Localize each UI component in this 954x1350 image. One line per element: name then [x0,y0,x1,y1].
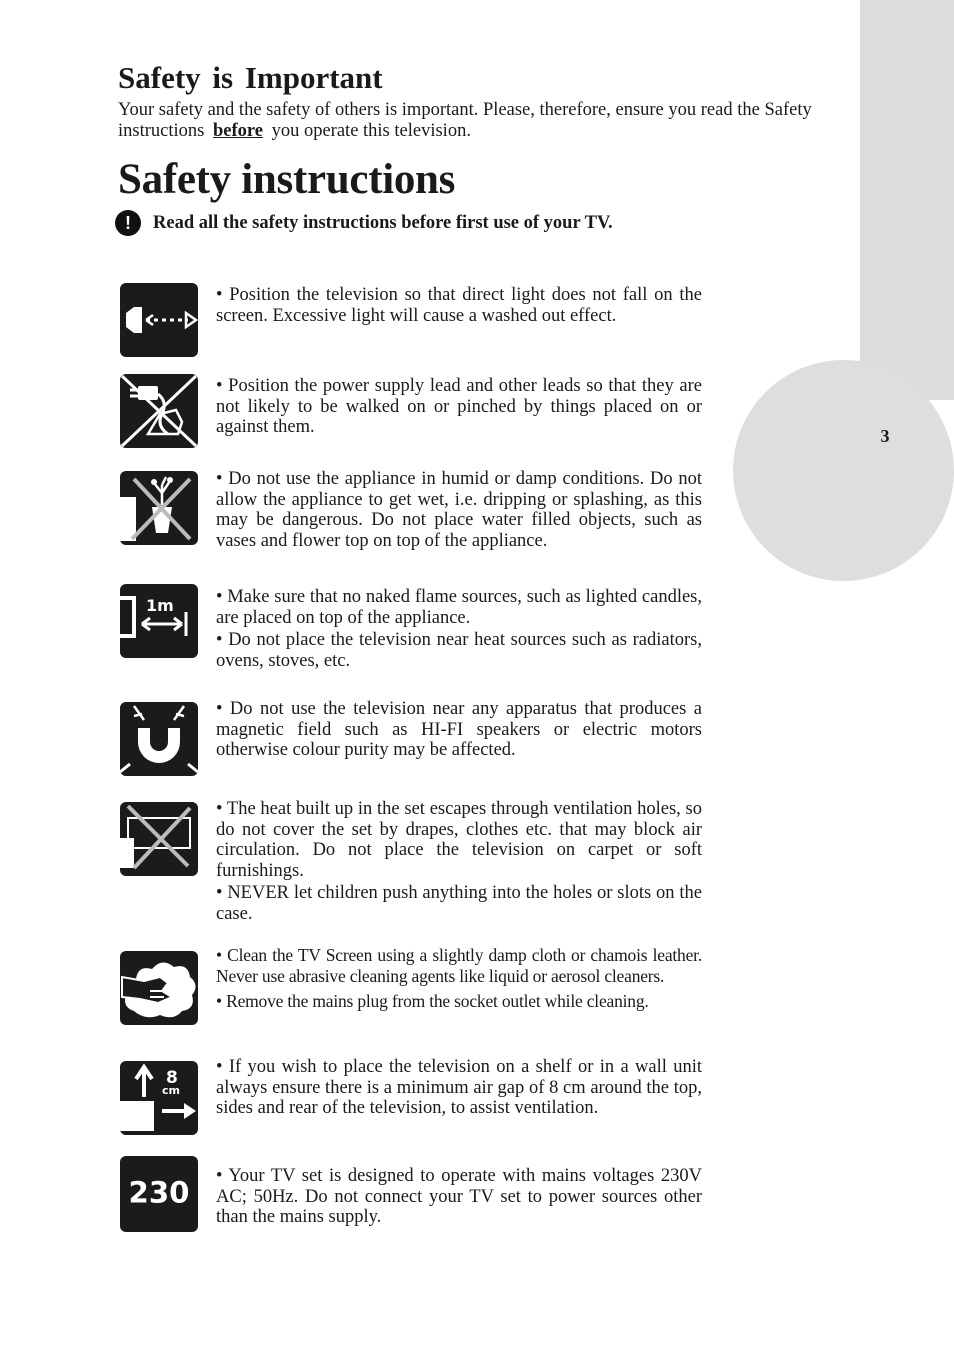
item-paragraph: • Do not place the television near heat sources such as radiators, ovens, stoves, etc. [216,630,702,671]
intro-text [118,100,818,142]
item-paragraph: • Remove the mains plug from the socket outlet while cleaning. [216,991,649,1012]
mains-230-icon [120,1156,198,1232]
intro-part1: Your safety and the safety of others is important. Please, therefore, ensure you read the Safety instructions [118,100,812,141]
no-vase-icon [120,471,198,545]
magnet-icon [120,702,198,776]
no-cover-icon [120,802,198,876]
item-text [216,587,702,671]
item-paragraph: • Do not use the television near any apparatus that produces a magnetic field such as HI-FI speakers or electric motors otherwise colour purity may be affected. [216,699,702,761]
page-title: Safety is Important [118,60,383,95]
item-paragraph: • The heat built up in the set escapes through ventilation holes, so do not cover the set by drapes, clothes etc. that may block air circulation. Do not place the television on carpet or soft furnishings. [216,799,702,881]
item-text [216,1166,702,1228]
page-number-circle [733,360,954,581]
icon-label: 1m [146,596,174,615]
item-paragraph: • Make sure that no naked flame sources, such as lighted candles, are placed on top of the appliance. [216,587,702,628]
icon-label: 8 [166,1068,178,1088]
item-text [216,799,702,925]
item-text [216,1057,702,1119]
icon-label: 230 [128,1175,190,1210]
item-paragraph: • Your TV set is designed to operate with mains voltages 230V AC; 50Hz. Do not connect your TV set to power sources other than the mains supply. [216,1166,702,1228]
item-paragraph: • NEVER let children push anything into the holes or slots on the case. [216,883,702,924]
item-paragraph: • Do not use the appliance in humid or damp conditions. Do not allow the appliance to get wet, i.e. dripping or splashing, as this may be dangerous. Do not place water filled objects, such as vases and flower top on top of the appliance. [216,469,702,551]
intro-part2: you operate this television. [271,121,471,141]
section-title: Safety instructions [118,156,456,203]
item-text [216,285,702,326]
side-tab [860,0,954,400]
intro-emphasis: before [212,121,263,141]
exclamation-icon: ! [115,210,141,236]
air-gap-8cm-icon [120,1061,198,1135]
item-text [216,469,702,551]
direct-light-icon [120,283,198,357]
item-paragraph: • Position the power supply lead and other leads so that they are not likely to be walked on or pinched by things placed on or against them. [216,376,702,438]
item-paragraph: • If you wish to place the television on a shelf or in a wall unit always ensure there is a minimum air gap of 8 cm around the top, sides and rear of the television, to assist ventilation. [216,1057,702,1119]
icon-sublabel: cm [162,1084,180,1097]
item-text [216,945,702,1012]
distance-1m-icon [120,584,198,658]
item-paragraph: • Clean the TV Screen using a slightly damp cloth or chamois leather. Never use abrasive cleaning agents like liquid or aerosol cleaners. [216,945,702,986]
item-text [216,699,702,761]
page-number: 3 [880,426,890,446]
no-step-on-cable-icon [120,374,198,448]
warning-text: Read all the safety instructions before first use of your TV. [153,212,613,233]
warning-row [115,210,613,236]
item-text [216,376,702,438]
item-paragraph: • Position the television so that direct light does not fall on the screen. Excessive light will cause a washed out effect. [216,285,702,326]
cleaning-cloth-icon [120,951,198,1025]
